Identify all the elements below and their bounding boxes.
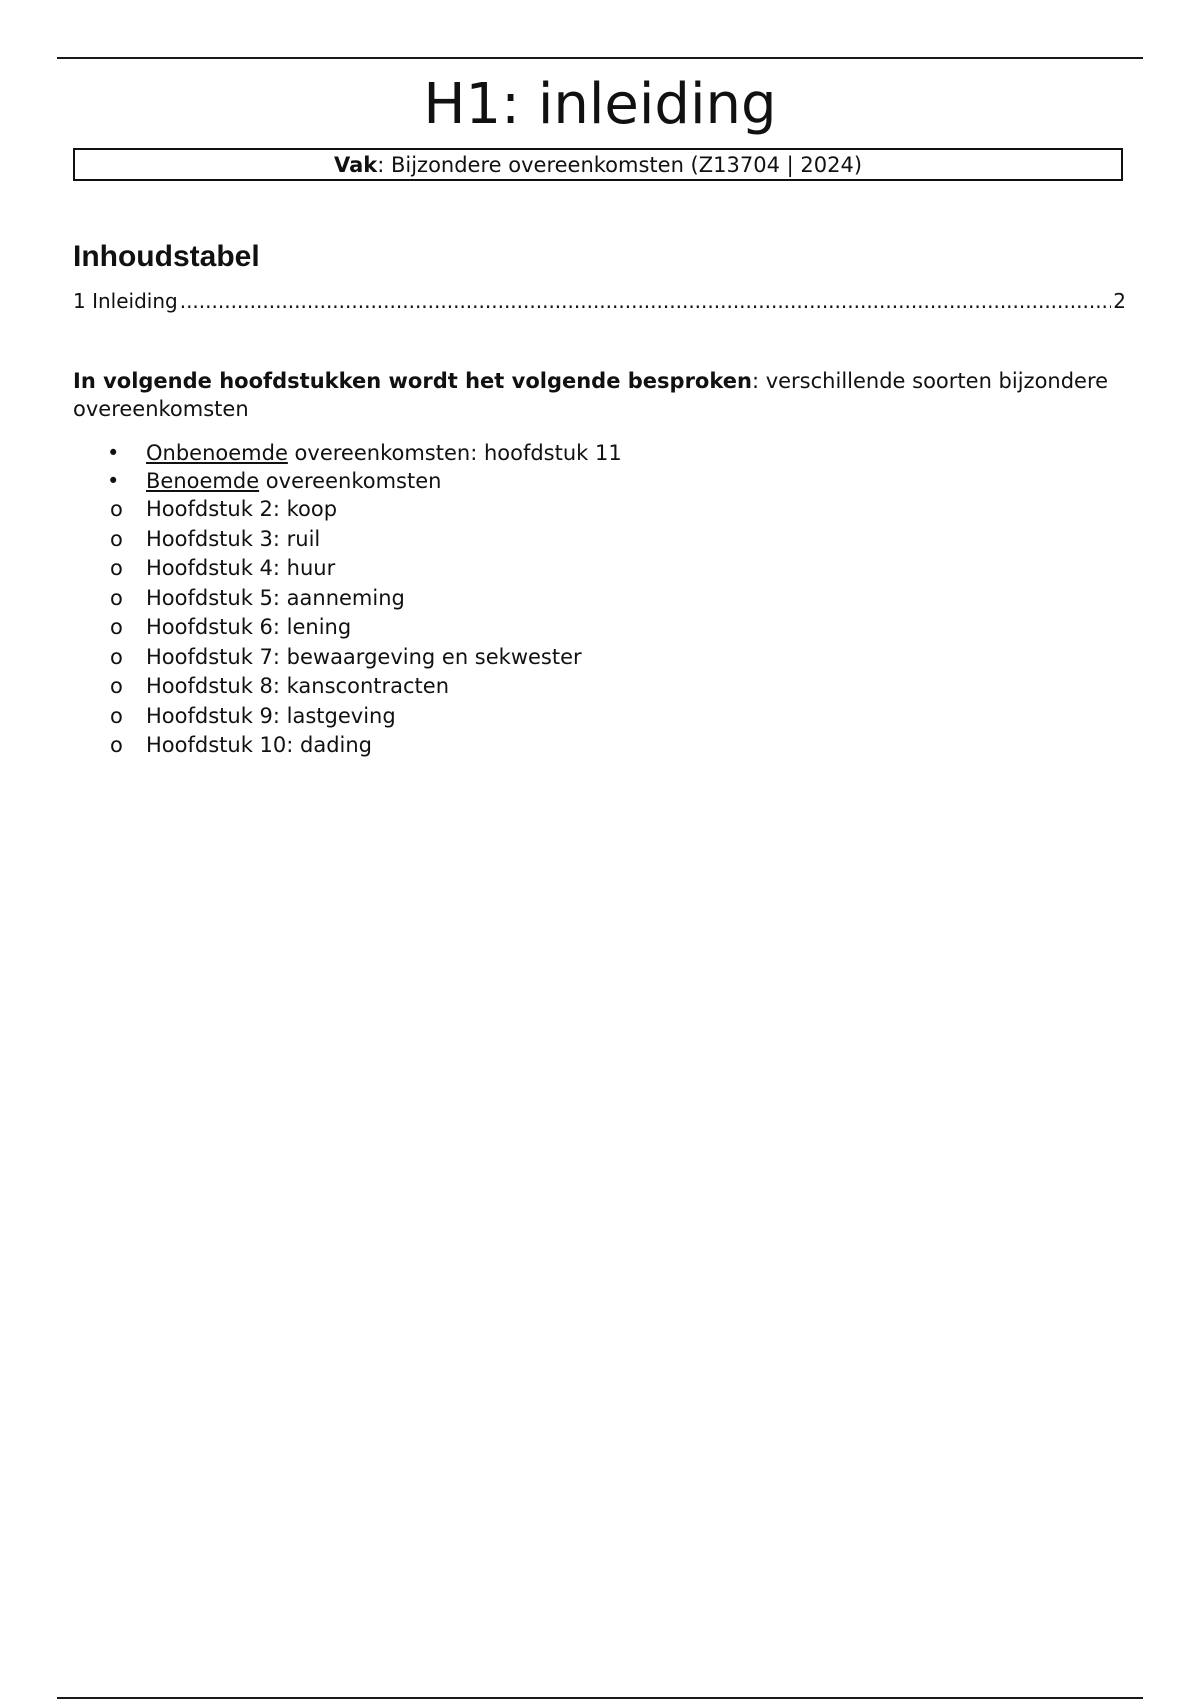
- bullet-icon: •: [107, 469, 120, 493]
- toc-heading: Inhoudstabel: [73, 240, 260, 273]
- circle-bullet-icon: o: [110, 556, 123, 580]
- sub-list-item: [110, 584, 622, 614]
- toc-entry-label: Inleiding: [92, 289, 178, 313]
- list-item-benoemde: [73, 467, 622, 761]
- circle-bullet-icon: o: [110, 585, 123, 610]
- sub-list: [110, 495, 622, 761]
- circle-bullet-icon: o: [110, 674, 123, 698]
- header-rule: [57, 57, 1143, 59]
- circle-bullet-icon: o: [110, 526, 123, 551]
- sub-list-item: [110, 554, 622, 584]
- sub-list-item-text: Hoofdstuk 7: bewaargeving en sekwester: [146, 644, 582, 669]
- circle-bullet-icon: o: [110, 497, 123, 521]
- intro-paragraph: [73, 367, 1133, 423]
- sub-list-item-text: Hoofdstuk 4: huur: [146, 556, 336, 580]
- circle-bullet-icon: o: [110, 703, 123, 728]
- sub-list-item-text: Hoofdstuk 6: lening: [146, 615, 352, 639]
- list-item-onbenoemde: [73, 439, 622, 467]
- list-item-underlined: Onbenoemde: [146, 441, 288, 465]
- intro-bold: In volgende hoofdstukken wordt het volgende besproken: [73, 369, 752, 393]
- footer-rule: [57, 1697, 1143, 1699]
- toc-entry[interactable]: [73, 286, 1126, 316]
- list-item-text: overeenkomsten: [259, 469, 442, 493]
- circle-bullet-icon: o: [110, 615, 123, 639]
- toc-leader-dots: [180, 286, 1112, 316]
- subject-label: Vak: [333, 153, 378, 177]
- sub-list-item: [110, 672, 622, 702]
- sub-list-item: [110, 525, 622, 555]
- sub-list-item-text: Hoofdstuk 9: lastgeving: [146, 703, 396, 728]
- sub-list-item-text: Hoofdstuk 5: aanneming: [146, 585, 405, 610]
- subject-value: Bijzondere overeenkomsten (Z13704 | 2024): [384, 153, 863, 177]
- sub-list-item: [110, 643, 622, 673]
- list-item-underlined: Benoemde: [146, 469, 260, 493]
- page-title: H1: inleiding: [423, 72, 777, 137]
- bullet-icon: •: [107, 441, 120, 465]
- sub-list-item: [110, 495, 622, 525]
- sub-list-item: [110, 702, 622, 732]
- intro-rest: : verschillende soorten bijzondere overeenkomsten: [73, 369, 1109, 421]
- toc-entry-page: 2: [1113, 289, 1126, 313]
- chapter-list: [73, 439, 622, 761]
- sub-list-item-text: Hoofdstuk 2: koop: [146, 497, 338, 521]
- subject-box: [73, 148, 1123, 181]
- sub-list-item-text: Hoofdstuk 3: ruil: [146, 526, 321, 551]
- toc-entry-number: 1: [73, 289, 86, 313]
- list-item-text: overeenkomsten: hoofdstuk 11: [287, 441, 622, 465]
- circle-bullet-icon: o: [110, 644, 123, 669]
- sub-list-item-text: Hoofdstuk 8: kanscontracten: [146, 674, 450, 698]
- sub-list-item: [110, 731, 622, 761]
- circle-bullet-icon: o: [110, 733, 123, 757]
- sub-list-item-text: Hoofdstuk 10: dading: [146, 733, 373, 757]
- sub-list-item: [110, 613, 622, 643]
- subject-separator: :: [377, 153, 385, 177]
